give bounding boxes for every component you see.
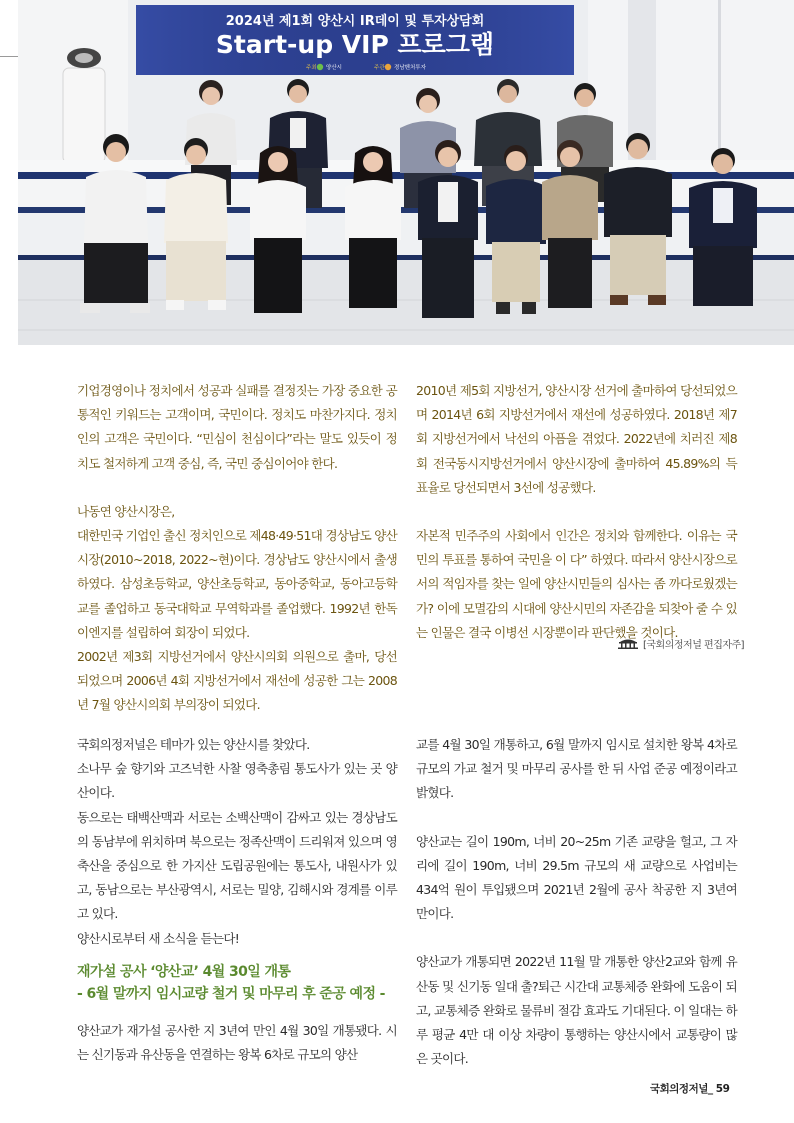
editor-credit	[618, 636, 744, 651]
event-banner	[136, 5, 574, 75]
lower-right-column	[416, 733, 737, 1071]
elections-paragraph: 2010년 제5회 지방선거, 양산시장 선거에 출마하여 당선되었으며 2014년 6회 지방선거에서 재선에 성공하였다. 2018년 제7회 지방선거에서 낙선의 아픔을 겪었다. 2022년에 치러진 제8회 전국동시지방선거에서 양산시장에 출마하여 45.89%의 득표율로 당선되면서 3선에 성공했다.	[416, 383, 737, 495]
banner-host-label: 주최	[306, 65, 317, 71]
article-headline	[77, 961, 397, 1005]
banner-host-name: 양산시	[326, 65, 342, 71]
conclusion-paragraph: 자본적 민주주의 사회에서 인간은 정치와 함께한다. 이유는 국민의 투표를 통하여 국민을 이 다” 하였다. 따라서 양산시장으로서의 적임자를 찾는 일에 양산시민들의 심사는 좀 까다로웠겠는가? 이에 모멸감의 시대에 양산시민의 자존감을 되찾아 줄 수 있는 인물은 결국 이병선 시장뿐이라 판단했을 것이다.	[416, 528, 737, 640]
banner-organizer-name: 경남벤처투자	[394, 65, 426, 71]
assembly-building-icon	[618, 638, 638, 649]
article-start-paragraph: 양산교가 재가설 공사한 지 3년여 만인 4월 30일 개통됐다. 시는 신기동과 유산동을 연결하는 왕복 6차로 규모의 양산	[77, 1022, 397, 1063]
mayor-heading: 나동연 양산시장은,	[77, 503, 175, 519]
bridge-specs-paragraph: 양산교는 길이 190m, 너비 20~25m 기존 교량을 헐고, 그 자리에 길이 190m, 너비 29.5m 규모의 새 교량으로 사업비는 434억 원이 투입됐으며 2021년 2월에 공사 착공한 지 3년여 만이다.	[416, 833, 737, 922]
page-folio: 국회의정저널_ 59	[650, 1083, 730, 1095]
geography-paragraph: 동으로는 태백산맥과 서로는 소백산맥이 감싸고 있는 경상남도의 동남부에 위치하며 북으로는 정족산맥이 드리워져 있으며 영축산을 중심으로 한 가지산 도립공원에는 통도사, 내원사가 있고, 동남으로는 부산광역시, 서로는 밀양, 김해시와 경계를 이루고 있다.	[77, 809, 397, 922]
lower-left-column	[77, 733, 397, 1067]
margin-rule	[0, 56, 18, 57]
intro-paragraph: 기업경영이나 정치에서 성공과 실패를 결정짓는 가장 중요한 공통적인 키워드는 고객이며, 국민이다. 정치도 마찬가지다. 정치인의 고객은 국민이다. “민심이 천심이다”라는 말도 있듯이 정치도 철저하게 고객 중심, 즉, 국민 중심이어야 한다.	[77, 383, 397, 471]
group-photo	[18, 0, 794, 345]
banner-organizer-label: 주관	[374, 65, 385, 71]
mayor-career-paragraph: 2002년 제3회 지방선거에서 양산시의회 의원으로 출마, 당선되었으며 2006년 4회 지방선거에서 재선에 성공한 그는 2008년 7월 양산시의회 부의장이 되었다.	[77, 649, 397, 713]
upper-right-column	[416, 379, 737, 645]
news-intro-line: 양산시로부터 새 소식을 듣는다!	[77, 930, 240, 946]
banner-title: 2024년 제1회 양산시 IR데이 및 투자상담회	[225, 14, 485, 29]
organizer-logo-icon	[385, 64, 391, 70]
scenery-paragraph: 소나무 숲 향기와 고즈넉한 사찰 영축총림 통도사가 있는 곳 양산이다.	[77, 761, 397, 801]
article-continuation-paragraph: 교를 4월 30일 개통하고, 6월 말까지 임시로 설치한 왕복 4차로 규모의 가교 철거 및 마무리 공사를 한 뒤 사업 준공 예정이라고 밝혔다.	[416, 737, 737, 801]
editor-credit-text: [국회의정저널 편집자주]	[643, 640, 745, 651]
mayor-bio-paragraph: 대한민국 기업인 출신 정치인으로 제48·49·51대 경상남도 양산시장(2010~2018, 2022~현)이다. 경상남도 양산시에서 출생하였다. 삼성초등학교, 양산초등학교, 동아중학교, 동아고등학교를 졸업하고 동국대학교 무역학과를 졸업했다. 1992년 한독이엔지를 설립하여 회장이 되었다.	[77, 528, 397, 640]
traffic-paragraph: 양산교가 개통되면 2022년 11월 말 개통한 양산2교와 함께 유산동 및 신기동 일대 출?퇴근 시간대 교통체증 완화에 도움이 되고, 교통체증 완화로 물류비 절감 효과도 기대된다. 이 일대는 하루 평균 4만 대 이상 차량이 통행하는 양산시에서 교통량이 많은 곳이다.	[416, 954, 737, 1067]
visit-line: 국회의정저널은 테마가 있는 양산시를 찾았다.	[77, 737, 310, 752]
headline-sub: - 6월 말까지 임시교량 철거 및 마무리 후 준공 예정 -	[77, 985, 385, 1002]
upper-left-column	[77, 379, 397, 718]
banner-subtitle: Start-up VIP 프로그램	[215, 30, 495, 59]
yangsan-logo-icon	[317, 64, 323, 70]
headline-main: 재가설 공사 ‘양산교’ 4월 30일 개통	[77, 963, 291, 980]
